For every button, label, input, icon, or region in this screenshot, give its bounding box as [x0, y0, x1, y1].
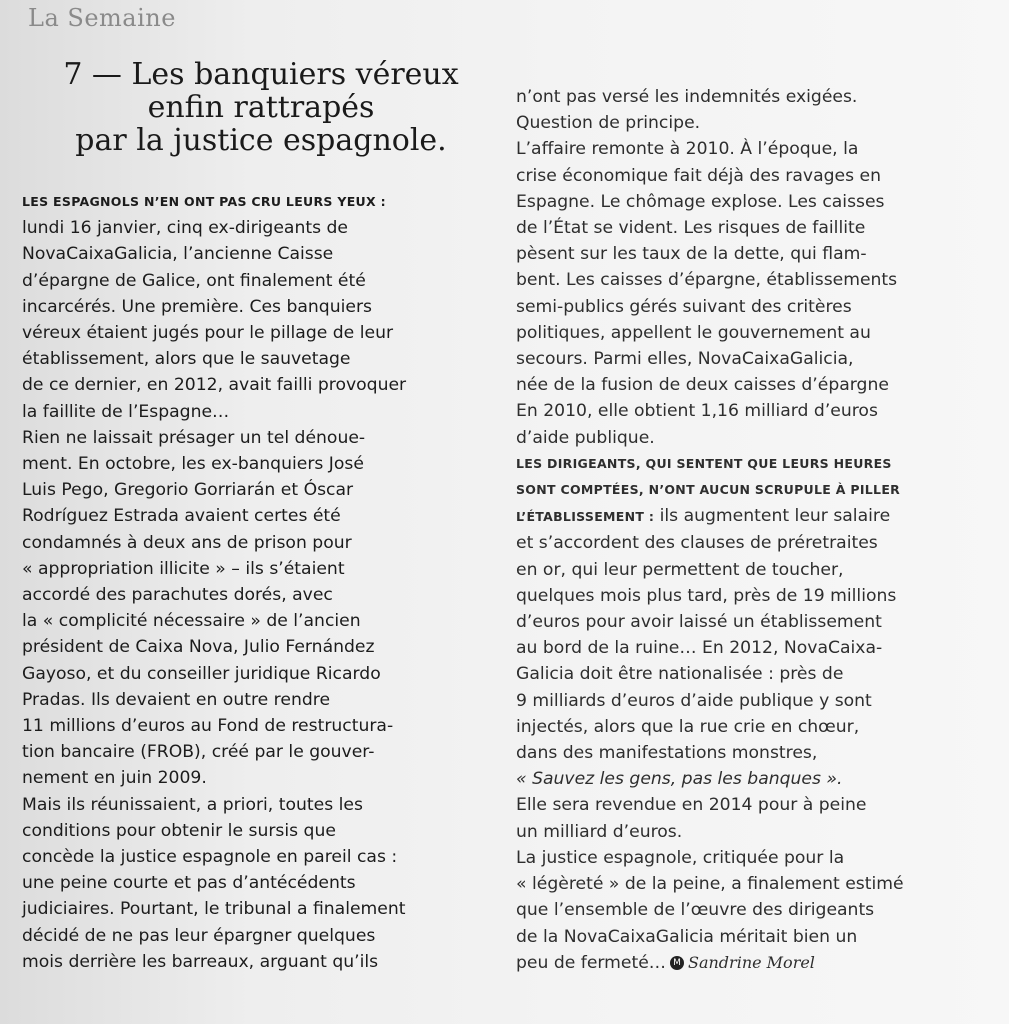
text-line: secours. Parmi elles, NovaCaixaGalicia, [516, 349, 854, 370]
left-column [22, 189, 500, 975]
publication-mark-icon: M [670, 956, 684, 970]
text-line: quelques mois plus tard, près de 19 millions [516, 585, 897, 606]
left-lead: LES ESPAGNOLS N’EN ONT PAS CRU LEURS YEUX : [22, 194, 386, 209]
text-line: Mais ils réunissaient, a priori, toutes les [22, 794, 363, 815]
text-line: et s’accordent des clauses de préretraites [516, 533, 878, 554]
text-line: mois derrière les barreaux, arguant qu’ils [22, 951, 379, 972]
text-line: Luis Pego, Gregorio Gorriarán et Óscar [22, 480, 354, 501]
text-line: En 2010, elle obtient 1,16 milliard d’euros [516, 401, 878, 422]
text-line: injectés, alors que la rue crie en chœur, [516, 716, 860, 737]
text-line: au bord de la ruine… En 2012, NovaCaixa- [516, 638, 883, 659]
text-line: 9 milliards d’euros d’aide publique y sont [516, 690, 872, 711]
text-line: « appropriation illicite » – ils s’étaient [22, 558, 345, 579]
text-line: président de Caixa Nova, Julio Fernández [22, 637, 375, 658]
text-line: accordé des parachutes dorés, avec [22, 585, 333, 606]
right-column [516, 84, 1006, 976]
text-line: de la NovaCaixaGalicia méritait bien un [516, 926, 858, 947]
right-lead: SONT COMPTÉES, N’ONT AUCUN SCRUPULE À PILLER [516, 482, 901, 498]
text-line: 11 millions d’euros au Fond de restructura- [22, 716, 394, 737]
text-line: politiques, appellent le gouvernement au [516, 322, 871, 343]
text-line: semi-publics gérés suivant des critères [516, 296, 852, 317]
text-line: Galicia doit être nationalisée : près de [516, 664, 844, 685]
text-line: véreux étaient jugés pour le pillage de leur [22, 323, 394, 344]
text-line: Gayoso, et du conseiller juridique Ricardo [22, 663, 381, 684]
text-line: incarcérés. Une première. Ces banquiers [22, 296, 372, 317]
text-line: établissement, alors que le sauvetage [22, 349, 351, 370]
text-line: La justice espagnole, critiquée pour la [516, 847, 845, 868]
text-line: n’ont pas versé les indemnités exigées. [516, 87, 858, 107]
text-line: un milliard d’euros. [516, 821, 683, 842]
text-line: la « complicité nécessaire » de l’ancien [22, 611, 361, 632]
text-line: Pradas. Ils devaient en outre rendre [22, 689, 331, 710]
headline-line: par la justice espagnole. [75, 123, 447, 158]
text-line: décidé de ne pas leur épargner quelques [22, 925, 376, 946]
text-line [516, 503, 1006, 530]
text-line: NovaCaixaGalicia, l’ancienne Caisse [22, 244, 334, 265]
text-line: que l’ensemble de l’œuvre des dirigeants [516, 900, 875, 921]
text-line [516, 950, 1006, 976]
text-line: concède la justice espagnole en pareil cas : [22, 847, 398, 868]
text-line: Rodríguez Estrada avaient certes été [22, 506, 341, 527]
author-credit: Sandrine Morel [688, 952, 815, 972]
text-line: nement en juin 2009. [22, 768, 207, 789]
text-line: Rien ne laissait présager un tel dénoue- [22, 427, 366, 448]
text-fragment: peu de fermeté… [516, 952, 666, 973]
text-line: pèsent sur les taux de la dette, qui flam- [516, 244, 867, 265]
headline-line: enfin rattrapés [147, 90, 375, 125]
text-line: de ce dernier, en 2012, avait failli provoquer [22, 375, 407, 396]
text-line: la faillite de l’Espagne… [22, 401, 230, 422]
text-line: L’affaire remonte à 2010. À l’époque, la [516, 139, 859, 160]
headline [22, 58, 500, 157]
text-line: ment. En octobre, les ex-banquiers José [22, 454, 364, 475]
text-line: « légèreté » de la peine, a finalement estimé [516, 874, 904, 895]
text-line: judiciaires. Pourtant, le tribunal a finalement [22, 899, 406, 920]
text-line: Elle sera revendue en 2014 pour à peine [516, 795, 867, 816]
text-line: conditions pour obtenir le sursis que [22, 820, 336, 841]
text-line: Espagne. Le chômage explose. Les caisses [516, 191, 885, 212]
masthead: La Semaine [28, 4, 176, 32]
text-line: en or, qui leur permettent de toucher, [516, 559, 844, 580]
text-line: née de la fusion de deux caisses d’épargne [516, 375, 889, 396]
text-line: tion bancaire (FROB), créé par le gouver- [22, 742, 375, 763]
text-fragment: ils augmentent leur salaire [654, 506, 891, 527]
text-line: dans des manifestations monstres, [516, 743, 818, 764]
text-line: Question de principe. [516, 113, 701, 134]
right-lead: L’ÉTABLISSEMENT : [516, 509, 655, 525]
text-line: de l’État se vident. Les risques de faillite [516, 218, 866, 239]
right-lead: LES DIRIGEANTS, QUI SENTENT QUE LEURS HEURES [516, 455, 892, 471]
text-line: d’aide publique. [516, 427, 655, 448]
slogan-quote: « Sauvez les gens, pas les banques ». [516, 769, 843, 790]
text-line: une peine courte et pas d’antécédents [22, 873, 356, 894]
text-line: condamnés à deux ans de prison pour [22, 532, 352, 553]
text-line: lundi 16 janvier, cinq ex-dirigeants de [22, 218, 348, 239]
text-line: crise économique fait déjà des ravages en [516, 165, 881, 186]
headline-line: 7 — Les banquiers véreux [63, 57, 459, 92]
text-line: bent. Les caisses d’épargne, établissements [516, 270, 898, 291]
text-line: d’euros pour avoir laissé un établissement [516, 612, 882, 633]
text-line: d’épargne de Galice, ont finalement été [22, 270, 366, 291]
